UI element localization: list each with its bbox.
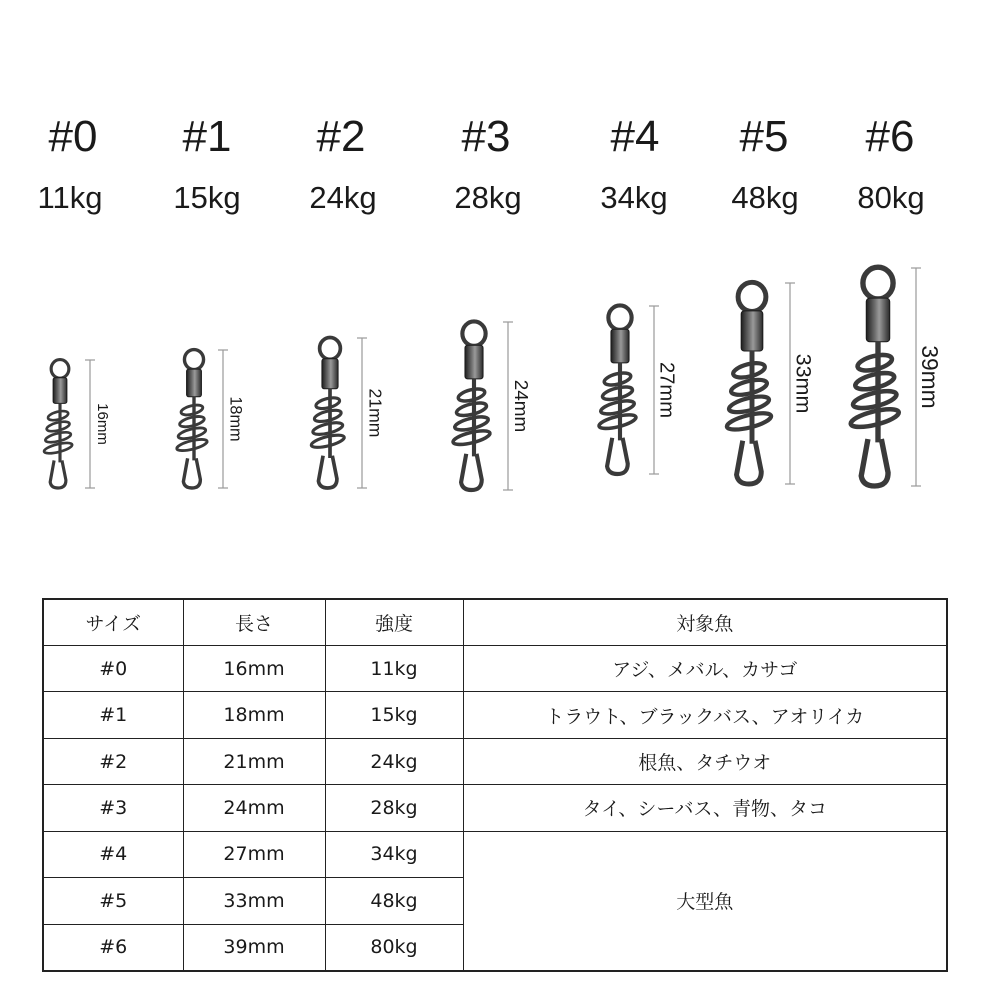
swivel-2 — [310, 337, 345, 488]
size-label-0: #0 — [48, 112, 98, 161]
table-row — [43, 831, 947, 877]
strength-label-5: 48kg — [731, 180, 799, 215]
table-row — [43, 785, 947, 831]
header-size: サイズ — [43, 599, 183, 646]
header-length: 長さ — [183, 599, 325, 646]
length-label-5: 33mm — [791, 353, 816, 414]
size-label-3: #3 — [461, 112, 511, 161]
cell-size: #3 — [43, 785, 183, 831]
strength-label-6: 80kg — [857, 180, 925, 215]
swivel-1 — [176, 350, 208, 488]
cell-length: 21mm — [183, 738, 325, 784]
swivel-6 — [849, 267, 900, 486]
size-label-5: #5 — [739, 112, 789, 161]
cell-size: #1 — [43, 692, 183, 738]
cell-strength: 24kg — [325, 738, 463, 784]
length-label-1: 18mm — [226, 396, 245, 442]
cell-size: #5 — [43, 878, 183, 924]
size-label-2: #2 — [316, 112, 366, 161]
cell-size: #4 — [43, 831, 183, 877]
header-strength: 強度 — [325, 599, 463, 646]
dimension-line-0 — [85, 360, 111, 488]
cell-fish: トラウト、ブラックバス、アオリイカ — [463, 692, 947, 738]
cell-size: #0 — [43, 646, 183, 692]
table-header-row — [43, 599, 947, 646]
header-target-fish: 対象魚 — [463, 599, 947, 646]
cell-length: 33mm — [183, 878, 325, 924]
dimension-line-2 — [357, 338, 385, 488]
cell-fish-merged: 大型魚 — [463, 831, 947, 971]
strength-label-3: 28kg — [454, 180, 522, 215]
cell-strength: 34kg — [325, 831, 463, 877]
size-label-1: #1 — [182, 112, 232, 161]
strength-label-0: 11kg — [37, 180, 103, 215]
cell-length: 27mm — [183, 831, 325, 877]
length-label-6: 39mm — [916, 345, 943, 409]
dimension-line-4 — [649, 306, 678, 474]
length-label-3: 24mm — [510, 379, 531, 433]
dimension-line-6 — [911, 268, 943, 486]
table-row — [43, 738, 947, 784]
cell-length: 18mm — [183, 692, 325, 738]
strength-label-2: 24kg — [309, 180, 377, 215]
cell-strength: 28kg — [325, 785, 463, 831]
dimension-line-5 — [785, 283, 815, 484]
cell-length: 39mm — [183, 924, 325, 971]
dimension-line-3 — [503, 322, 531, 490]
length-label-2: 21mm — [365, 388, 386, 438]
length-label-0: 16mm — [94, 403, 112, 445]
cell-fish: 根魚、タチウオ — [463, 738, 947, 784]
length-label-4: 27mm — [655, 361, 678, 419]
strength-label-1: 15kg — [173, 180, 241, 215]
swivel-4 — [598, 305, 637, 474]
cell-length: 16mm — [183, 646, 325, 692]
swivel-0 — [43, 360, 73, 488]
size-label-4: #4 — [610, 112, 660, 161]
cell-fish: タイ、シーバス、青物、タコ — [463, 785, 947, 831]
cell-size: #6 — [43, 924, 183, 971]
strength-label-4: 34kg — [600, 180, 668, 215]
cell-strength: 11kg — [325, 646, 463, 692]
cell-length: 24mm — [183, 785, 325, 831]
cell-strength: 15kg — [325, 692, 463, 738]
size-label-6: #6 — [865, 112, 915, 161]
swivel-5 — [725, 282, 772, 484]
dimension-line-1 — [218, 350, 245, 488]
swivel-3 — [452, 321, 491, 490]
cell-size: #2 — [43, 738, 183, 784]
cell-fish: アジ、メバル、カサゴ — [463, 646, 947, 692]
cell-strength: 80kg — [325, 924, 463, 971]
table-row — [43, 646, 947, 692]
spec-table — [42, 598, 948, 972]
table-row — [43, 692, 947, 738]
cell-strength: 48kg — [325, 878, 463, 924]
